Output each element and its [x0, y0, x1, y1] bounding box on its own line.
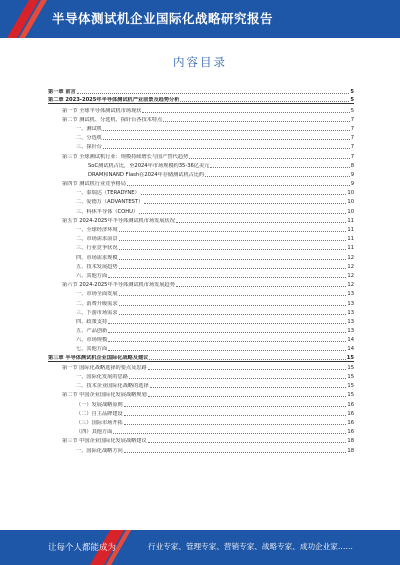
toc-entry[interactable] — [48, 352, 354, 361]
toc-entry-label: 第一章 前言 — [48, 89, 76, 96]
toc-entry-page: 13 — [347, 300, 354, 307]
toc-entry[interactable] — [48, 270, 354, 279]
toc-entry-page: 5 — [350, 107, 354, 114]
toc-entry-page: 13 — [347, 291, 354, 298]
toc-entry-page: 7 — [350, 116, 354, 123]
toc-dot-leader — [139, 213, 346, 214]
toc-entry-label: 三、科休半导体（COHU） — [76, 208, 139, 215]
toc-entry-page: 7 — [350, 125, 354, 132]
toc-entry-label: 一、国际化发展的思路 — [76, 374, 128, 380]
toc-dot-leader — [103, 130, 350, 131]
toc-entry-label: 第一节 国际化战略选择的要点及思路 — [62, 364, 147, 371]
footer-slogan: 让每个人都能成为 — [48, 543, 117, 553]
toc-dot-leader — [119, 305, 347, 306]
toc-entry[interactable] — [48, 279, 354, 288]
toc-entry-label: 第二节 中国企业国际化发展战略规划 — [62, 392, 147, 399]
toc-entry[interactable] — [48, 178, 354, 187]
toc-dot-leader — [144, 203, 346, 204]
toc-entry-page: 14 — [347, 346, 354, 353]
toc-entry-label: （三）国际市场开拓 — [76, 419, 123, 426]
toc-entry-label: 二、消费升级需求 — [76, 300, 118, 307]
toc-entry[interactable] — [48, 242, 354, 251]
toc-entry[interactable] — [48, 334, 354, 343]
toc-dot-leader — [189, 158, 350, 159]
toc-entry-page: 5 — [350, 89, 354, 96]
toc-entry[interactable] — [48, 398, 354, 407]
toc-entry-label: 一、泰瑞达（TERADYNE） — [76, 190, 140, 197]
toc-entry-label: 第三节 中国企业国际化发展战略建议 — [62, 438, 147, 445]
toc-entry-page: 13 — [347, 328, 354, 335]
toc-entry[interactable] — [48, 86, 354, 95]
toc-entry-page: 16 — [347, 419, 354, 426]
toc-entry-page: 15 — [347, 374, 354, 380]
toc-entry[interactable] — [48, 288, 354, 297]
footer-experts-text: 行业专家、管理专家、营销专家、战略专家、成功企业家…… — [148, 542, 354, 551]
toc-dot-leader — [142, 112, 349, 113]
toc-entry[interactable] — [48, 150, 354, 159]
table-of-contents — [48, 86, 354, 454]
toc-entry[interactable] — [48, 169, 354, 178]
toc-entry[interactable] — [48, 426, 354, 435]
toc-entry[interactable] — [48, 408, 354, 417]
toc-dot-leader — [127, 185, 350, 186]
toc-entry-page: 10 — [347, 208, 354, 215]
toc-dot-leader — [119, 240, 347, 241]
toc-entry[interactable] — [48, 233, 354, 242]
toc-entry[interactable] — [48, 95, 354, 104]
toc-dot-leader — [129, 378, 347, 379]
toc-dot-leader — [103, 139, 350, 140]
toc-entry[interactable] — [48, 297, 354, 306]
toc-dot-leader — [119, 259, 347, 260]
toc-dot-leader — [176, 222, 346, 223]
toc-dot-leader — [108, 341, 346, 342]
toc-entry-label: 第三章 半导体测试机企业国际化战略及建议 — [48, 354, 149, 361]
toc-entry-page: 10 — [347, 199, 354, 206]
toc-entry-page: 10 — [347, 190, 354, 197]
report-title: 半导体测试机企业国际化战略研究报告 — [52, 11, 274, 26]
toc-entry[interactable] — [48, 123, 354, 132]
toc-entry[interactable] — [48, 417, 354, 426]
toc-entry[interactable] — [48, 160, 354, 169]
toc-dot-leader — [108, 323, 346, 324]
toc-dot-leader — [108, 350, 346, 351]
toc-entry[interactable] — [48, 343, 354, 352]
toc-entry-label: 第六节 2024-2025年半导体测试机市场发展趋势 — [62, 282, 175, 289]
toc-entry-label: （四）其他方面 — [76, 429, 113, 436]
toc-entry-page: 7 — [350, 135, 354, 142]
toc-dot-leader — [119, 249, 347, 250]
toc-entry-page: 16 — [347, 429, 354, 436]
toc-dot-leader — [149, 359, 345, 360]
toc-entry-label: 四、政策支持 — [76, 318, 108, 325]
toc-dot-leader — [119, 314, 347, 315]
toc-entry-label: 六、其他方面 — [76, 272, 108, 279]
toc-dot-leader — [180, 101, 349, 102]
toc-entry-page: 5 — [350, 97, 354, 104]
toc-entry-label: 七、其他方面 — [76, 346, 108, 353]
toc-entry[interactable] — [48, 362, 354, 371]
toc-entry-page: 15 — [347, 392, 354, 399]
toc-entry-label: 三、行业竞争状况 — [76, 245, 118, 252]
toc-entry-page: 9 — [350, 171, 354, 178]
toc-dot-leader — [150, 387, 347, 388]
toc-entry[interactable] — [48, 196, 354, 205]
toc-entry-page: 8 — [350, 162, 354, 169]
toc-entry[interactable] — [48, 307, 354, 316]
toc-entry-label: 五、产品创新 — [76, 328, 108, 335]
toc-entry-page: 15 — [347, 383, 354, 390]
toc-entry-page: 12 — [347, 282, 354, 289]
toc-dot-leader — [108, 277, 346, 278]
toc-entry-page: 7 — [350, 144, 354, 151]
toc-entry-page: 16 — [347, 401, 354, 408]
toc-entry[interactable] — [48, 325, 354, 334]
toc-entry-label: 第一节 全球半导体测试机市场现状 — [62, 107, 142, 114]
toc-entry-page: 15 — [347, 364, 354, 371]
toc-entry-label: 二、爱德万（ADVANTEST） — [76, 199, 144, 206]
toc-entry-page: 7 — [350, 153, 354, 160]
toc-entry-label: 四、市场需求规模 — [76, 254, 118, 261]
toc-dot-leader — [103, 148, 350, 149]
report-header-banner — [0, 0, 400, 38]
toc-entry-label: （二）自主品牌建设 — [76, 410, 123, 417]
toc-entry[interactable] — [48, 261, 354, 270]
toc-dot-leader — [163, 121, 349, 122]
toc-entry[interactable] — [48, 104, 354, 113]
toc-entry-label: 一、全球经济环境 — [76, 227, 118, 233]
report-footer-banner — [0, 530, 400, 565]
toc-dot-leader — [141, 194, 347, 195]
toc-entry-label: 一、测试机 — [76, 125, 102, 132]
toc-entry[interactable] — [48, 215, 354, 224]
toc-heading: 内容目录 — [173, 55, 227, 69]
toc-entry-label: DRAM和NAND Flash在2024年存储测试机占比约 — [88, 171, 205, 178]
toc-entry-label: 第二章 2023-2025年半导体测试机产业前景及趋势分析 — [48, 97, 180, 104]
toc-dot-leader — [124, 406, 347, 407]
toc-dot-leader — [148, 396, 347, 397]
toc-entry-label: 第三节 全球测试机行业：规模持续增长与国产替代趋势 — [62, 153, 189, 160]
toc-entry-label: SoC测试机占比，至2024年市场规模约35-36亿美元 — [88, 162, 210, 169]
toc-entry-label: 六、市场规模 — [76, 337, 108, 344]
toc-entry-page: 15 — [346, 354, 354, 361]
toc-entry-label: 二、分选机 — [76, 135, 102, 142]
toc-entry[interactable] — [48, 389, 354, 398]
toc-dot-leader — [119, 295, 347, 296]
toc-entry[interactable] — [48, 141, 354, 150]
toc-entry-page: 11 — [347, 236, 354, 243]
toc-entry-label: 一、市场全面发展 — [76, 291, 118, 298]
toc-entry[interactable] — [48, 114, 354, 123]
toc-entry-page: 13 — [347, 318, 354, 325]
toc-entry-page: 11 — [347, 245, 354, 252]
toc-dot-leader — [148, 442, 347, 443]
toc-dot-leader — [119, 268, 347, 269]
toc-dot-leader — [113, 433, 346, 434]
toc-entry-label: 第二节 测试机、分选机、探针台各技术特点 — [62, 116, 163, 123]
toc-entry-page: 16 — [347, 410, 354, 417]
toc-entry[interactable] — [48, 251, 354, 260]
toc-dot-leader — [205, 176, 349, 177]
toc-dot-leader — [108, 332, 346, 333]
toc-entry-label: 一、国际化战略方向 — [76, 447, 123, 454]
toc-entry[interactable] — [48, 132, 354, 141]
toc-dot-leader — [124, 424, 347, 425]
toc-entry-page: 11 — [347, 217, 354, 224]
toc-entry[interactable] — [48, 435, 354, 444]
toc-entry-page: 18 — [347, 447, 354, 454]
toc-entry-label: 二、市场需求前景 — [76, 236, 118, 243]
toc-entry-label: 第四节 测试机行业竞争格局 — [62, 181, 126, 188]
toc-entry[interactable] — [48, 316, 354, 325]
toc-dot-leader — [210, 167, 349, 168]
toc-entry-label: 五、技术发展趋势 — [76, 263, 118, 270]
toc-entry[interactable] — [48, 187, 354, 196]
toc-entry-page: 12 — [347, 254, 354, 261]
toc-entry-page: 9 — [350, 181, 354, 188]
toc-dot-leader — [119, 231, 347, 232]
toc-entry[interactable] — [48, 380, 354, 389]
toc-entry-label: 第五节 2024-2025年半导体测试机市场发展状况 — [62, 217, 175, 224]
toc-entry-label: （一）发展战略原则 — [76, 401, 123, 408]
toc-entry-page: 12 — [347, 263, 354, 270]
toc-dot-leader — [176, 286, 346, 287]
toc-entry-label: 三、探针台 — [76, 144, 102, 151]
toc-dot-leader — [148, 369, 347, 370]
toc-entry-label: 二、技术企业国际化战略的选择 — [76, 383, 149, 390]
toc-dot-leader — [124, 452, 347, 453]
toc-dot-leader — [77, 93, 350, 94]
toc-entry-page: 14 — [347, 337, 354, 344]
toc-entry[interactable] — [48, 224, 354, 233]
toc-entry-page: 12 — [347, 272, 354, 279]
toc-entry[interactable] — [48, 205, 354, 214]
toc-entry-label: 三、下游市场需求 — [76, 309, 118, 316]
toc-entry[interactable] — [48, 444, 354, 453]
toc-dot-leader — [124, 415, 347, 416]
toc-entry-page: 11 — [347, 227, 354, 233]
toc-entry[interactable] — [48, 371, 354, 380]
toc-entry-page: 18 — [347, 438, 354, 445]
toc-entry-page: 13 — [347, 309, 354, 316]
